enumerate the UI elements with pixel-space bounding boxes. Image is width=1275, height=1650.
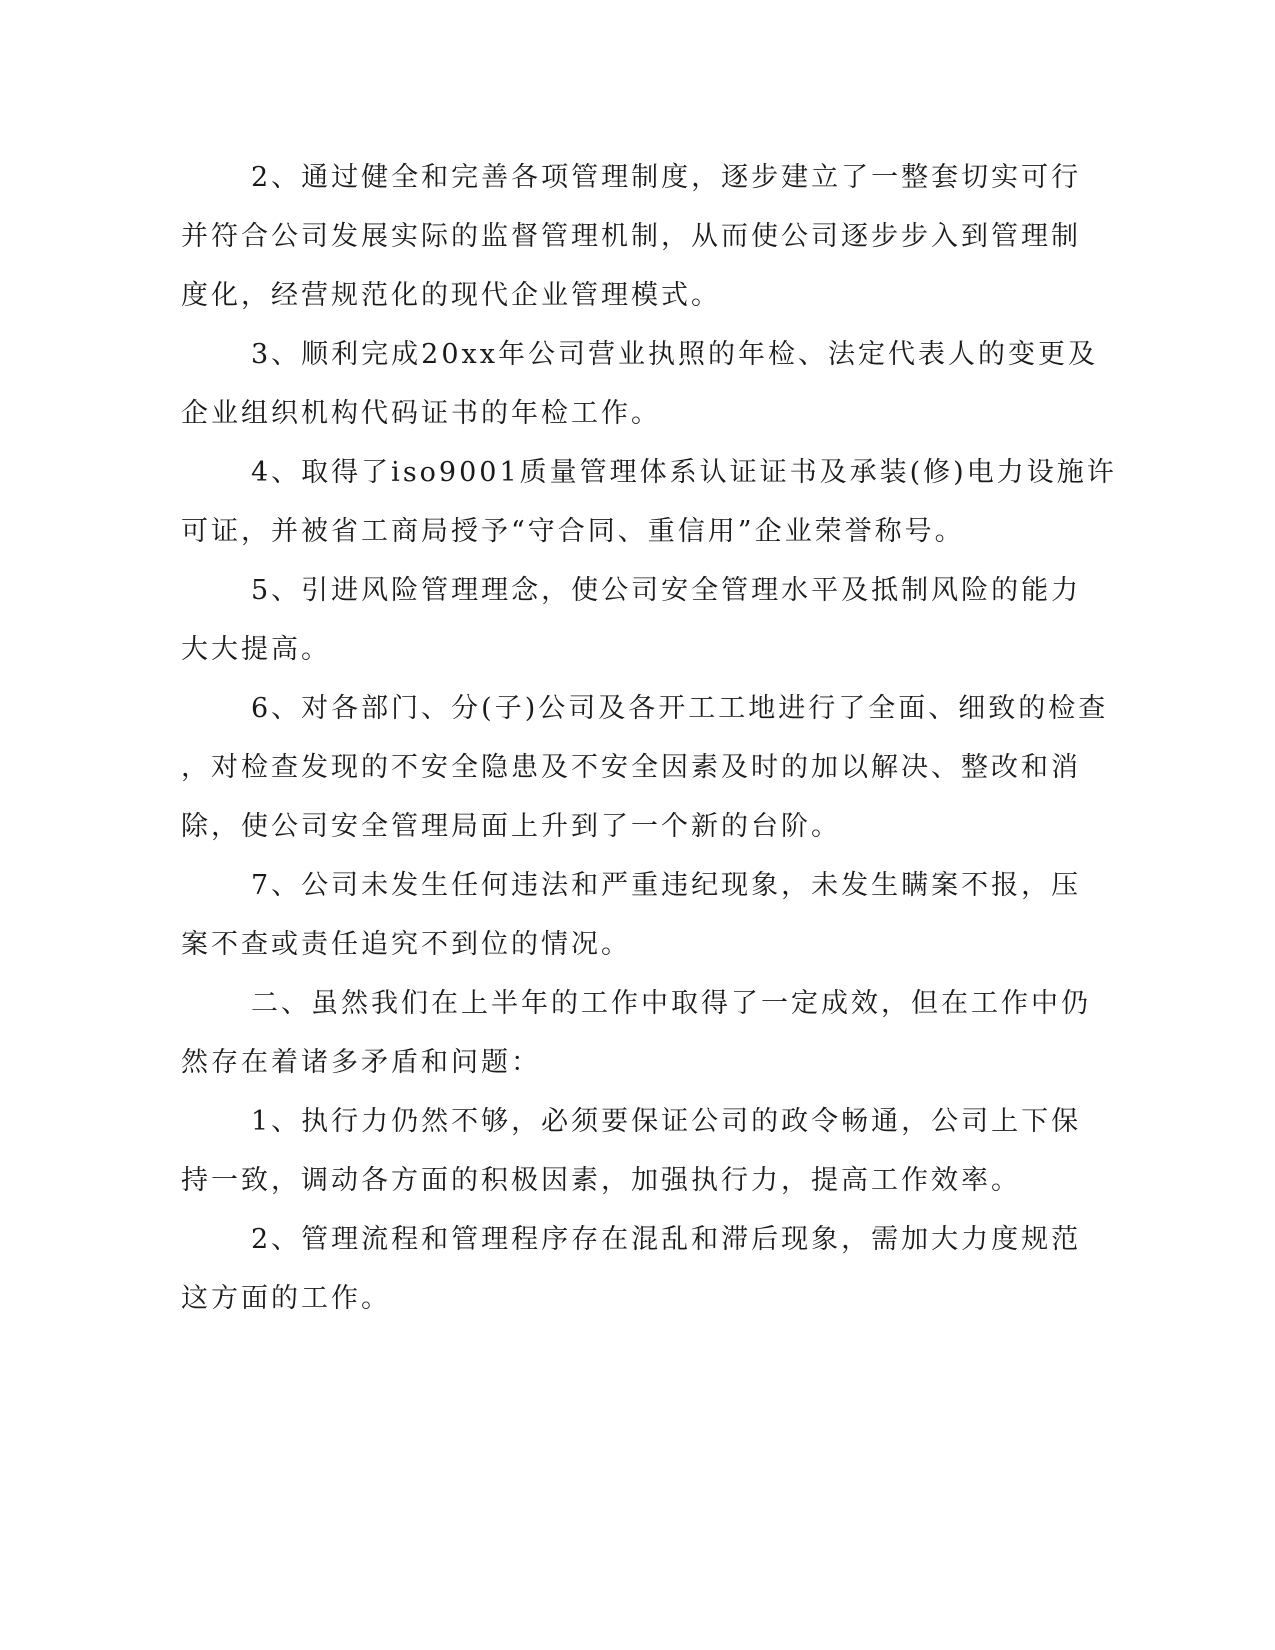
text-line: 7、公司未发生任何违法和严重违纪现象，未发生瞒案不报，压 [251,870,1082,901]
text-line: 并符合公司发展实际的监督管理机制，从而使公司逐步步入到管理制 [181,221,1081,252]
paragraph-achievement-2 [181,148,1082,325]
paragraph-achievement-3 [181,325,1098,443]
text-line: 5、引进风险管理理念，使公司安全管理水平及抵制风险的能力 [251,575,1082,606]
paragraph-achievement-6 [181,679,1109,856]
text-line: 案不查或责任追究不到位的情况。 [181,929,631,960]
text-line: 然存在着诸多矛盾和问题： [181,1047,541,1078]
document-body [181,148,1117,1328]
paragraph-achievement-7 [181,856,1082,974]
text-line: 二、虽然我们在上半年的工作中取得了一定成效，但在工作中仍 [251,988,1091,1019]
text-line: 除，使公司安全管理局面上升到了一个新的台阶。 [181,811,841,842]
paragraph-section-2-intro [181,974,1091,1092]
text-line: 可证，并被省工商局授予“守合同、重信用”企业荣誉称号。 [181,516,965,547]
paragraph-achievement-5 [181,561,1082,679]
text-line: 2、通过健全和完善各项管理制度，逐步建立了一整套切实可行 [251,162,1082,193]
text-line: 3、顺利完成20xx年公司营业执照的年检、法定代表人的变更及 [251,339,1098,370]
paragraph-achievement-4 [181,443,1117,561]
text-line: 大大提高。 [181,634,331,665]
text-line: 2、管理流程和管理程序存在混乱和滞后现象，需加大力度规范 [251,1224,1082,1255]
text-line: 度化，经营规范化的现代企业管理模式。 [181,280,721,311]
text-line: 持一致，调动各方面的积极因素，加强执行力，提高工作效率。 [181,1165,1021,1196]
paragraph-problem-1 [181,1092,1082,1210]
text-line: 1、执行力仍然不够，必须要保证公司的政令畅通，公司上下保 [251,1106,1082,1137]
text-line: 6、对各部门、分(子)公司及各开工工地进行了全面、细致的检查 [251,693,1109,724]
text-line: 4、取得了iso9001质量管理体系认证证书及承装(修)电力设施许 [251,457,1117,488]
text-line: 这方面的工作。 [181,1283,391,1314]
text-line: 企业组织机构代码证书的年检工作。 [181,398,661,429]
text-line: ，对检查发现的不安全隐患及不安全因素及时的加以解决、整改和消 [181,752,1081,783]
paragraph-problem-2 [181,1210,1082,1328]
